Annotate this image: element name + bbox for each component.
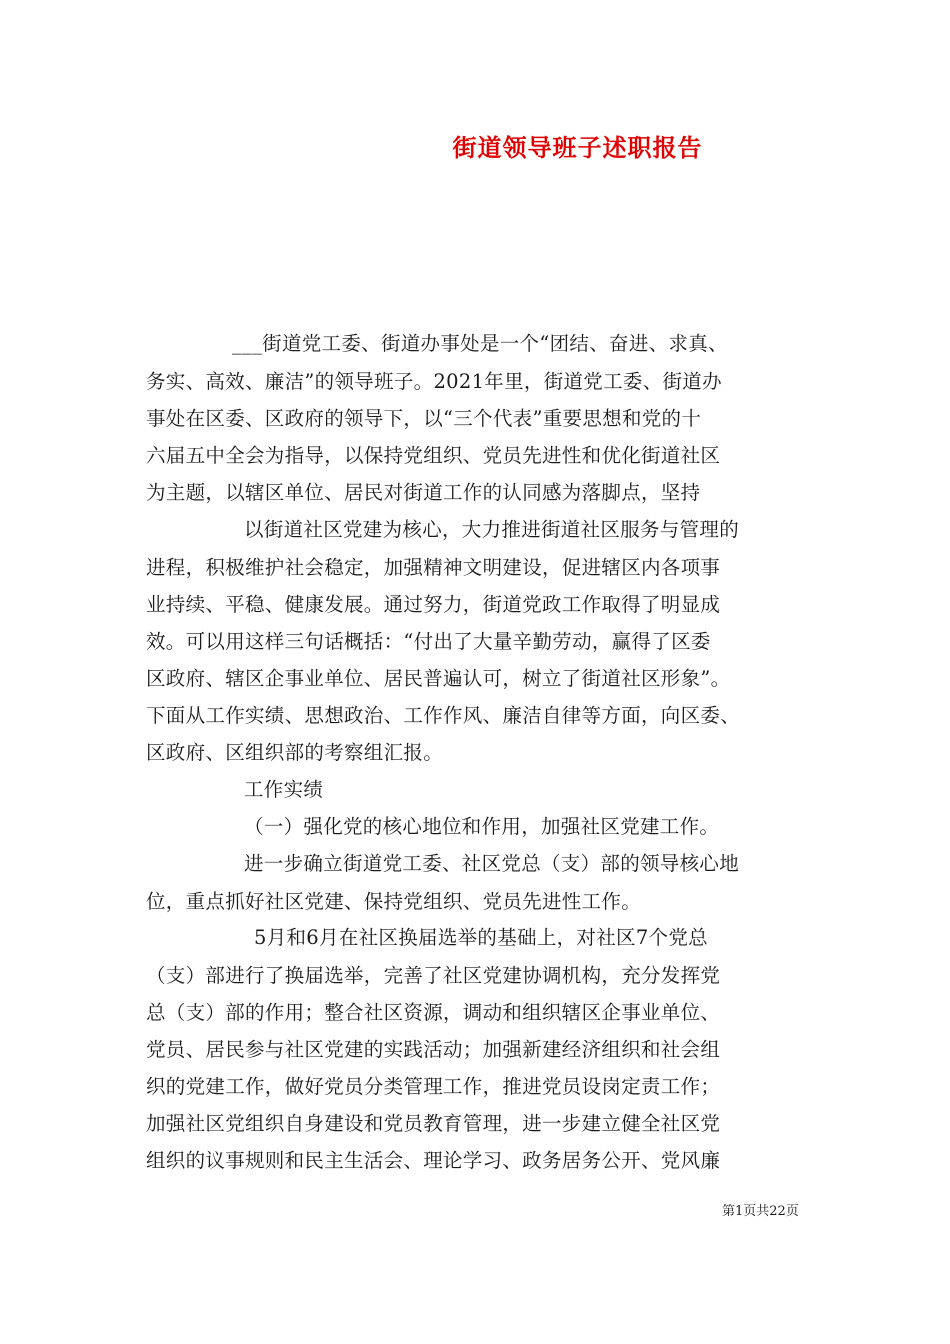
page-number: 第1页共22页	[722, 1204, 799, 1219]
paragraph-line: 位，重点抓好社区党建、保持党组织、党员先进性工作。	[146, 890, 642, 913]
paragraph-line: 进一步确立街道党工委、社区党总（支）部的领导核心地	[244, 852, 740, 875]
paragraph-line: 六届五中全会为指导，以保持党组织、党员先进性和优化街道社区	[146, 444, 721, 467]
paragraph-line: 党员、居民参与社区党建的实践活动；加强新建经济组织和社会组	[146, 1038, 721, 1061]
paragraph-line: ___街道党工委、街道办事处是一个“团结、奋进、求真、	[232, 332, 728, 355]
paragraph-line: 事处在区委、区政府的领导下，以“三个代表”重要思想和党的十	[146, 407, 702, 430]
paragraph-line: 以街道社区党建为核心，大力推进街道社区服务与管理的	[244, 518, 740, 541]
paragraph-line: （支）部进行了换届选举，完善了社区党建协调机构，充分发挥党	[146, 964, 721, 987]
subsection-heading: （一）强化党的核心地位和作用，加强社区党建工作。	[244, 815, 720, 838]
document-title: 街道领导班子述职报告	[452, 133, 703, 162]
paragraph-line: 5月和6月在社区换届选举的基础上，对社区7个党总	[254, 926, 708, 949]
paragraph-line: 业持续、平稳、健康发展。通过努力，街道党政工作取得了明显成	[146, 593, 721, 616]
paragraph-line: 区政府、辖区企事业单位、居民普遍认可，树立了街道社区形象”。	[146, 667, 731, 690]
paragraph-line: 为主题，以辖区单位、居民对街道工作的认同感为落脚点，坚持	[146, 481, 701, 504]
paragraph-line: 效。可以用这样三句话概括：“付出了大量辛勤劳动，赢得了区委	[146, 630, 711, 653]
paragraph-line: 总（支）部的作用；整合社区资源，调动和组织辖区企事业单位、	[146, 1001, 721, 1024]
paragraph-line: 织的党建工作，做好党员分类管理工作，推进党员设岗定责工作；	[146, 1075, 721, 1098]
paragraph-line: 下面从工作实绩、思想政治、工作作风、廉洁自律等方面，向区委、	[146, 704, 741, 727]
paragraph-line: 区政府、区组织部的考察组汇报。	[146, 741, 444, 764]
paragraph-line: 组织的议事规则和民主生活会、理论学习、政务居务公开、党风廉	[146, 1149, 721, 1172]
section-heading: 工作实绩	[244, 778, 324, 801]
paragraph-line: 务实、高效、廉洁”的领导班子。2021年里，街道党工委、街道办	[146, 370, 722, 393]
paragraph-line: 进程，积极维护社会稳定，加强精神文明建设，促进辖区内各项事	[146, 556, 721, 579]
paragraph-line: 加强社区党组织自身建设和党员教育管理，进一步建立健全社区党	[146, 1112, 721, 1135]
